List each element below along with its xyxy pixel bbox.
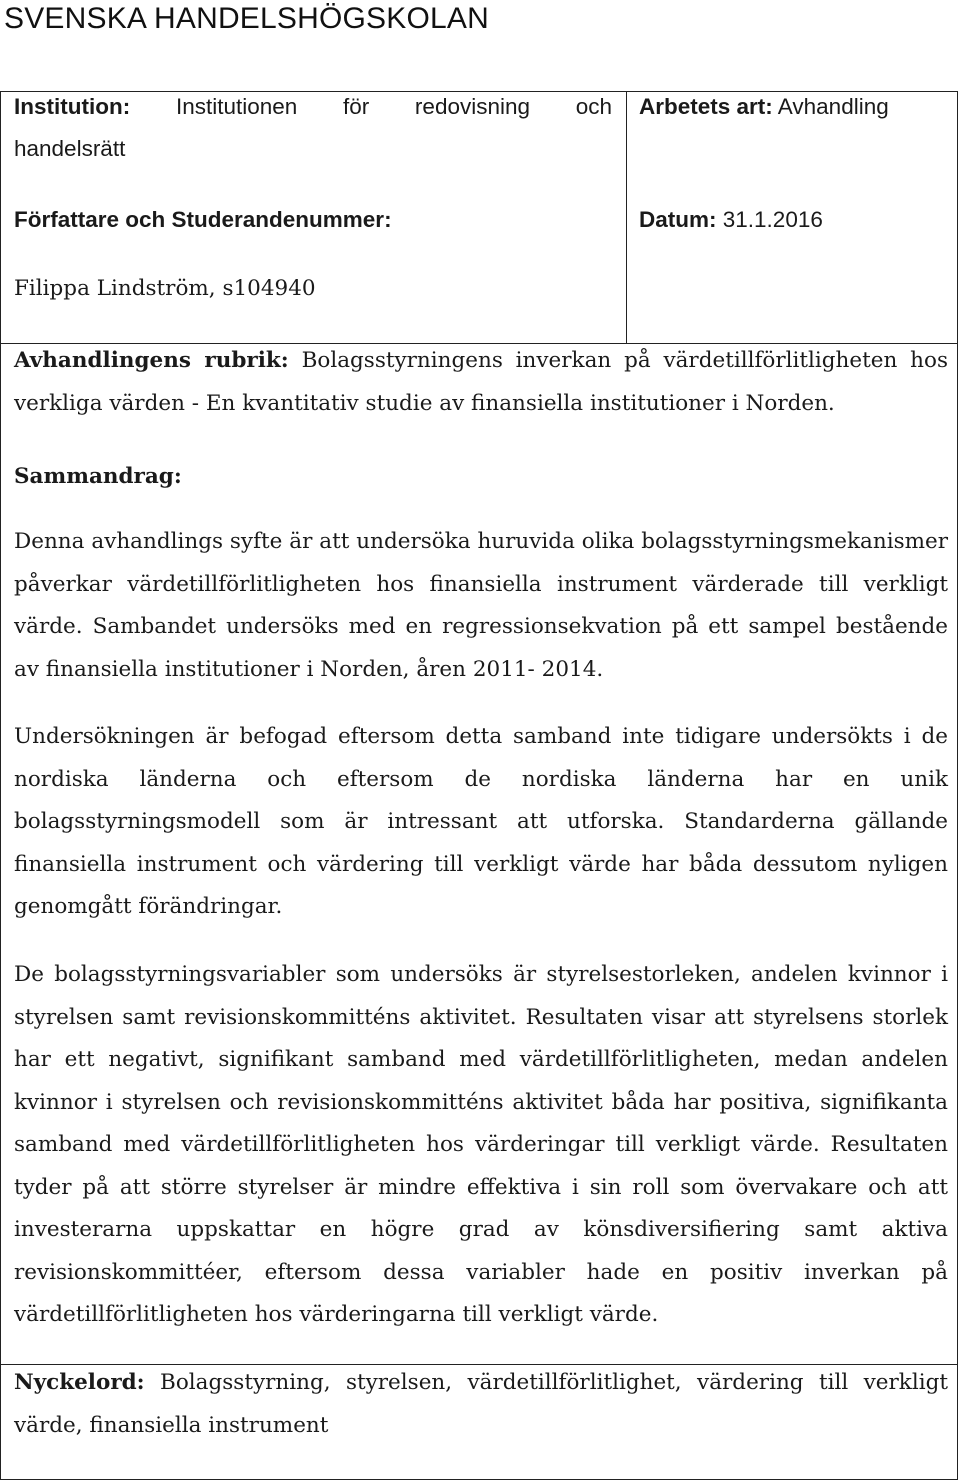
column-divider xyxy=(626,92,627,343)
institution-line-1 xyxy=(14,86,612,129)
summary-label: Sammandrag: xyxy=(14,464,182,489)
author-value: Filippa Lindström, s104940 xyxy=(14,276,316,301)
date xyxy=(639,199,823,242)
thesis-title-value: Bolagsstyrningens inverkan på värdetillförlitligheten hos xyxy=(301,348,948,373)
institution-value: Institutionen för redovisning och xyxy=(175,94,612,119)
work-type-label: Arbetets art: xyxy=(639,94,773,119)
school-title: SVENSKA HANDELSHÖGSKOLAN xyxy=(4,2,489,35)
thesis-title-label: Avhandlingens rubrik: xyxy=(14,348,289,373)
author-label: Författare och Studerandenummer: xyxy=(14,207,392,232)
work-type-value: Avhandling xyxy=(777,94,889,119)
keywords xyxy=(14,1362,948,1447)
thesis-title-line-1 xyxy=(14,340,948,383)
summary-paragraph-3: De bolagsstyrningsvariabler som undersöks är styrelsestorleken, andelen kvinnor i styrelsen samt revisionskommitténs aktivitet. Resultaten visar att styrelsens storlek har ett negativt, signifikant samband med värdetillförlitligheten, medan andelen kvinnor i styrelsen och revisionskommitténs aktivitet båda har positiva, signifikanta samband med värdetillförlitligheten hos värderingar till verkligt värde. Resultaten tyder på att större styrelser är mindre effektiva i sin roll som övervakare och att investerarna uppskattar en högre grad av könsdiversifiering samt aktiva revisionskommittéer, eftersom dessa variabler hade en positiv inverkan på värdetillförlitligheten hos värderingarna till verkligt värde. xyxy=(14,962,948,1327)
summary-paragraph-2: Undersökningen är befogad eftersom detta samband inte tidigare undersökts i de nordiska länderna och eftersom de nordiska länderna har en unik bolagsstyrningsmodell som är intressant att utforska. Standarderna gällande finansiella instrument och värdering till verkligt värde har båda dessutom nyligen genomgått förändringar. xyxy=(14,724,948,919)
summary-paragraph-1: Denna avhandlings syfte är att undersöka huruvida olika bolagsstyrningsmekanismer påverkar värdetillförlitligheten hos finansiella instrument värderade till verkligt värde. Sambandet undersöks med en regressionsekvation på ett sampel bestående av finansiella institutioner i Norden, åren 2011- 2014. xyxy=(14,529,948,682)
date-label: Datum: xyxy=(639,207,717,232)
institution-value-cont: handelsrätt xyxy=(14,136,126,161)
thesis-title xyxy=(14,340,948,425)
institution-label: Institution: xyxy=(14,94,131,119)
thesis-abstract-form xyxy=(0,91,958,1480)
date-value: 31.1.2016 xyxy=(722,207,823,232)
thesis-title-value-cont: verkliga värden - En kvantitativ studie av finansiella institutioner i Norden. xyxy=(14,390,835,416)
work-type xyxy=(639,86,889,129)
keywords-value: Bolagsstyrning, styrelsen, värdetillförlitlighet, värdering till verkligt värde, finansiella instrument xyxy=(14,1370,948,1438)
keywords-label: Nyckelord: xyxy=(14,1370,145,1395)
